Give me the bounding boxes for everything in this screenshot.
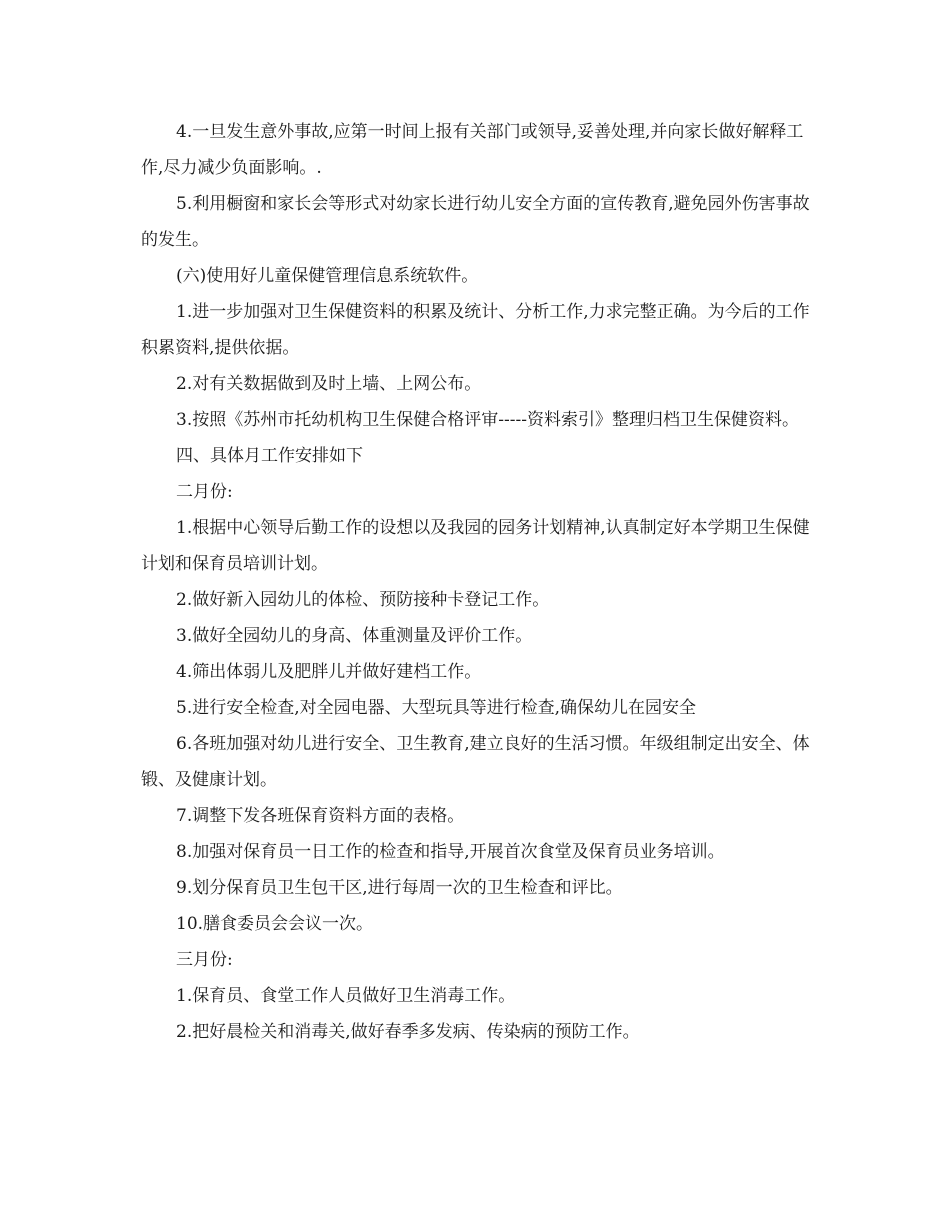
paragraph: 9.划分保育员卫生包干区,进行每周一次的卫生检查和评比。 [176, 878, 623, 898]
paragraph: 1.根据中心领导后勤工作的设想以及我园的园务计划精神,认真制定好本学期卫生保健计划和保育员培训计划。 [141, 518, 810, 574]
month-heading: 三月份: [176, 950, 233, 970]
paragraph: 4.一旦发生意外事故,应第一时间上报有关部门或领导,妥善处理,并向家长做好解释工作,尽力减少负面影响。. [141, 122, 804, 178]
paragraph: 10.膳食委员会会议一次。 [176, 914, 374, 934]
month-heading: 二月份: [176, 482, 233, 502]
paragraph: 3.按照《苏州市托幼机构卫生保健合格评审-----资料索引》整理归档卫生保健资料。 [176, 410, 799, 430]
paragraph: 8.加强对保育员一日工作的检查和指导,开展首次食堂及保育员业务培训。 [176, 842, 725, 862]
paragraph: 1.进一步加强对卫生保健资料的积累及统计、分析工作,力求完整正确。为今后的工作积累资料,提供依据。 [141, 302, 810, 358]
paragraph: 2.把好晨检关和消毒关,做好春季多发病、传染病的预防工作。 [176, 1022, 640, 1042]
paragraph: 2.对有关数据做到及时上墙、上网公布。 [176, 374, 482, 394]
paragraph: 3.做好全园幼儿的身高、体重测量及评价工作。 [176, 626, 533, 646]
section-heading: 四、具体月工作安排如下 [176, 446, 363, 466]
paragraph: 2.做好新入园幼儿的体检、预防接种卡登记工作。 [176, 590, 550, 610]
paragraph: 1.保育员、食堂工作人员做好卫生消毒工作。 [176, 986, 516, 1006]
paragraph: 5.进行安全检查,对全园电器、大型玩具等进行检查,确保幼儿在园安全 [176, 698, 697, 718]
paragraph: 6.各班加强对幼儿进行安全、卫生教育,建立良好的生活习惯。年级组制定出安全、体锻、及健康计划。 [141, 734, 810, 790]
paragraph: 5.利用橱窗和家长会等形式对幼家长进行幼儿安全方面的宣传教育,避免园外伤害事故的发生。 [141, 194, 810, 250]
paragraph: 4.筛出体弱儿及肥胖儿并做好建档工作。 [176, 662, 482, 682]
section-heading: (六)使用好儿童保健管理信息系统软件。 [176, 266, 479, 286]
paragraph: 7.调整下发各班保育资料方面的表格。 [176, 806, 465, 826]
document-body [141, 114, 811, 1050]
